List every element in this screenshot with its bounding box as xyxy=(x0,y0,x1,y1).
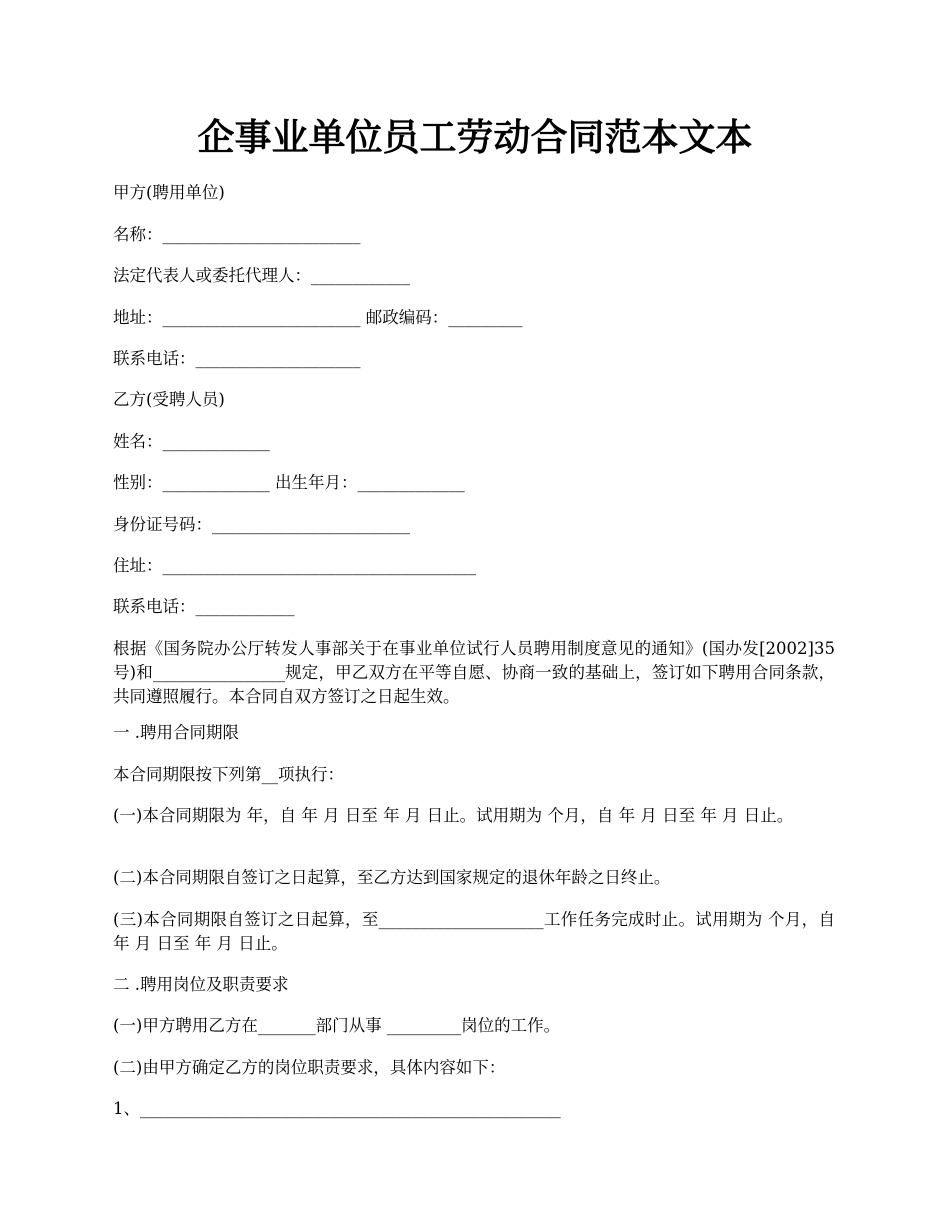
section-2-item-2: (二)由甲方确定乙方的岗位职责要求，具体内容如下： xyxy=(113,1058,506,1077)
party-b-id-field: 身份证号码：________________________ xyxy=(113,515,410,534)
party-b-phone-field: 联系电话：____________ xyxy=(113,597,295,616)
section-2-heading: 二 .聘用岗位及职责要求 xyxy=(113,975,289,994)
preamble-paragraph: 根据《国务院办公厅转发人事部关于在事业单位试行人员聘用制度意见的通知》(国办发[2002]35号)和________________规定，甲乙双方在平等自愿、协商一致的基础上，签订如下聘用合同条款，共同遵照履行。本合同自双方签订之日起生效。 xyxy=(113,639,835,706)
party-b-name-field: 姓名：_____________ xyxy=(113,432,270,451)
section-1-item-3: (三)本合同期限自签订之日起算，至____________________工作任务完成时止。试用期为 个月，自 年 月 日至 年 月 日止。 xyxy=(113,910,835,953)
section-1-item-2: (二)本合同期限自签订之日起算，至乙方达到国家规定的退休年龄之日终止。 xyxy=(113,868,671,887)
party-a-name-field: 名称：________________________ xyxy=(113,225,361,244)
party-b-heading: 乙方(受聘人员) xyxy=(113,390,225,409)
party-a-heading: 甲方(聘用单位) xyxy=(113,183,225,202)
party-a-address-field: 地址：________________________ 邮政编码：_________ xyxy=(113,308,523,327)
party-b-gender-birth-field: 性别：_____________ 出生年月：_____________ xyxy=(113,473,465,492)
section-1-item-1: (一)本合同期限为 年，自 年 月 日至 年 月 日止。试用期为 个月，自 年 月 日至 年 月 日止。 xyxy=(113,806,794,825)
section-1-intro: 本合同期限按下列第__项执行： xyxy=(113,765,344,784)
section-2-item-1: (一)甲方聘用乙方在_______部门从事 _________岗位的工作。 xyxy=(113,1016,561,1035)
section-1-heading: 一 .聘用合同期限 xyxy=(113,723,239,742)
party-a-phone-field: 联系电话：____________________ xyxy=(113,349,361,368)
document-title: 企事业单位员工劳动合同范本文本 xyxy=(197,115,753,159)
party-a-representative-field: 法定代表人或委托代理人：____________ xyxy=(113,266,410,285)
section-2-list-item-1: 1、___________________________________________________ xyxy=(113,1099,561,1118)
party-b-residence-field: 住址：______________________________________ xyxy=(113,556,476,575)
